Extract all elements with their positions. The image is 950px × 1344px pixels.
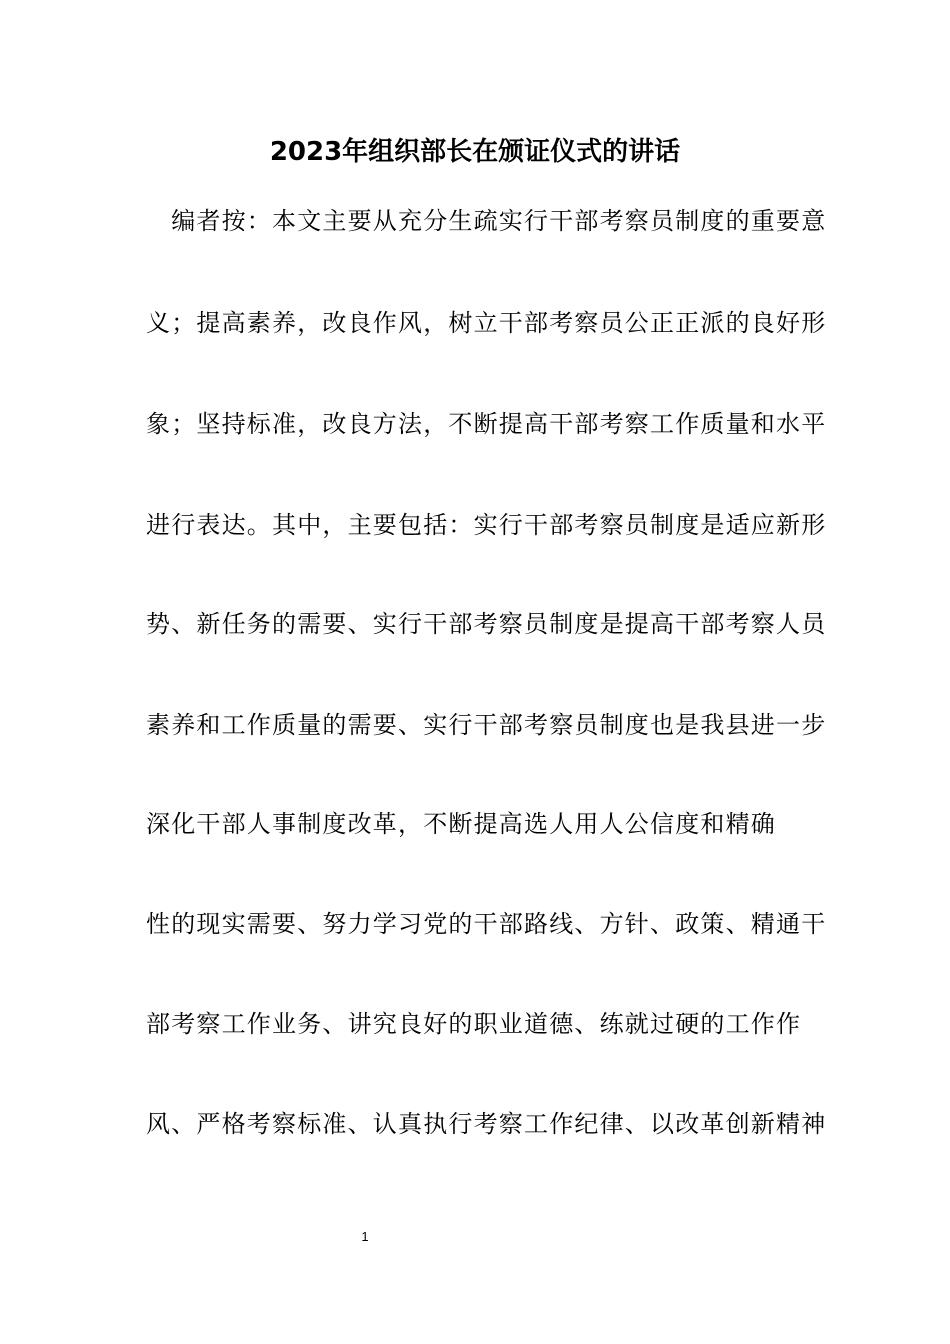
body-text-line-6: 素养和工作质量的需要、实行干部考察员制度也是我县进一步: [146, 711, 827, 739]
body-text-line-7: 深化干部人事制度改革，不断提高选人用人公信度和精确: [146, 810, 776, 838]
body-text-line-8: 性的现实需要、努力学习党的干部路线、方针、政策、精通干: [146, 910, 827, 938]
body-text-line-9: 部考察工作业务、讲究良好的职业道德、练就过硬的工作作: [146, 1010, 802, 1038]
body-text-line-3: 象；坚持标准，改良方法，不断提高干部考察工作质量和水平: [146, 410, 827, 438]
document-title: 2023年组织部长在颁证仪式的讲话: [269, 137, 681, 167]
body-text-line-10: 风、严格考察标准、认真执行考察工作纪律、以改革创新精神: [146, 1110, 827, 1138]
body-text-line-4: 进行表达。其中，主要包括：实行干部考察员制度是适应新形: [146, 511, 827, 539]
body-text-line-2: 义；提高素养，改良作风，树立干部考察员公正正派的良好形: [146, 309, 827, 337]
body-text-line-1: 编者按：本文主要从充分生疏实行干部考察员制度的重要意: [146, 207, 827, 235]
body-text-line-5: 势、新任务的需要、实行干部考察员制度是提高干部考察人员: [146, 610, 827, 638]
page-number: 1: [361, 1229, 369, 1244]
